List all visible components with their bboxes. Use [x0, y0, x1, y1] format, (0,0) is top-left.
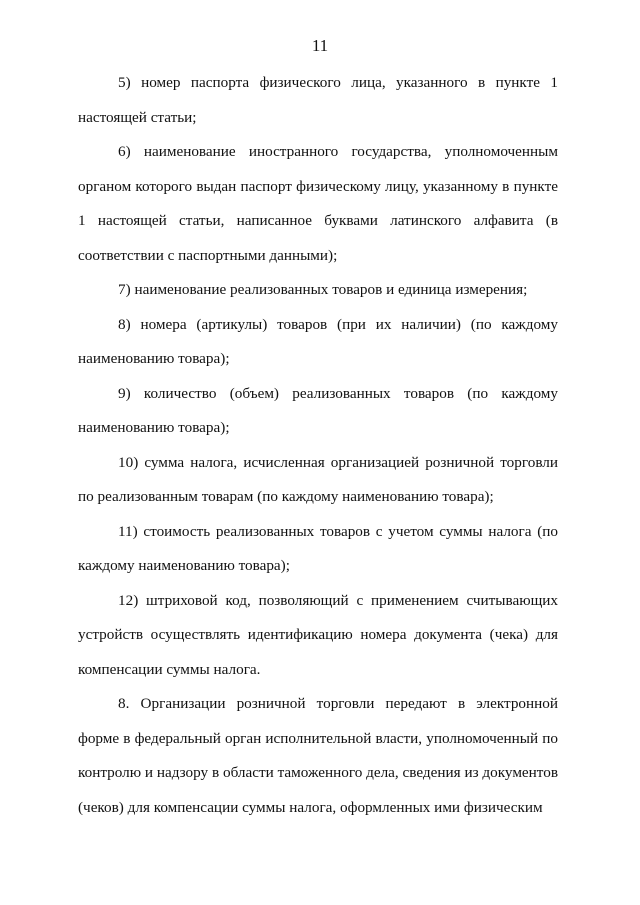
paragraph-item-8: 8) номера (артикулы) товаров (при их наличии) (по каждому наименованию товара); — [78, 315, 558, 367]
paragraph-item-5: 5) номер паспорта физического лица, указанного в пункте 1 настоящей статьи; — [78, 74, 558, 126]
paragraph-item-6: 6) наименование иностранного государства, уполномоченным органом которого выдан паспорт физическому лицу, указанному в пункте 1 настоящей статьи, написанное буквами латинского алфавита (в соответствии с паспортными данными); — [78, 143, 558, 264]
paragraph-item-12: 12) штриховой код, позволяющий с применением считывающих устройств осуществлять идентификацию номера документа (чека) для компенсации суммы налога. — [78, 591, 558, 678]
paragraph-item-9: 9) количество (объем) реализованных товаров (по каждому наименованию товара); — [78, 384, 558, 436]
page-number: 11 — [311, 36, 329, 55]
paragraph-item-11: 11) стоимость реализованных товаров с учетом суммы налога (по каждому наименованию товара); — [78, 522, 558, 574]
document-body — [78, 66, 558, 825]
paragraph-section-8: 8. Организации розничной торговли передают в электронной форме в федеральный орган исполнительной власти, уполномоченный по контролю и надзору в области таможенного дела, сведения из документов (чеков) для компенсации суммы налога, оформленных ими физическим — [78, 695, 558, 816]
paragraph-item-10: 10) сумма налога, исчисленная организацией розничной торговли по реализованным товарам (по каждому наименованию товара); — [78, 453, 558, 505]
paragraph-item-7: 7) наименование реализованных товаров и единица измерения; — [118, 281, 528, 298]
